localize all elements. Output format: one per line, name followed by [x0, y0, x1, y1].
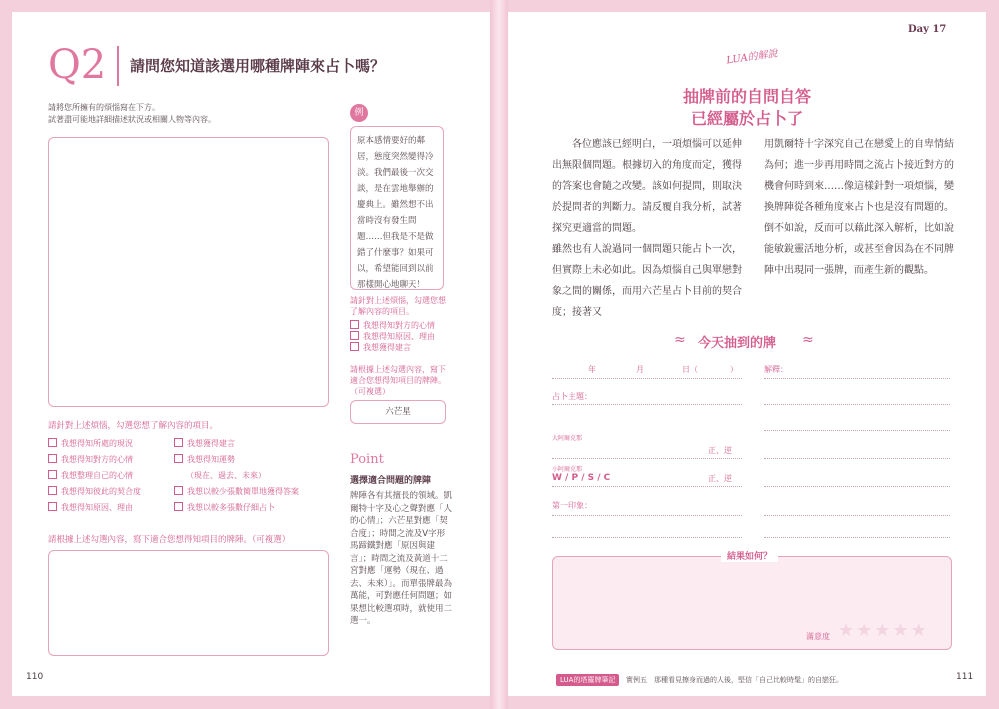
- minor-arcana-label: 小阿爾克那: [552, 466, 583, 473]
- side-check-item[interactable]: 我想得知原因、理由: [350, 331, 435, 342]
- body-column-1: 各位應該已經明白，一項煩惱可以延伸出無限個問題。根據切入的角度而定，獲得的答案也會隨之改變。該如何提問，則取決於提問者的判斷力。請反覆自我分析，試著探究更適當的問題。 雖然也有人說過同一個問題只能占卜一次，但實際上未必如此。因為煩惱自己與單戀對象之間的關係，而用六芒星占卜目前的契合度；接著又: [552, 139, 742, 318]
- checked-box-icon: [350, 342, 359, 351]
- topic-label: 占卜主題：: [552, 392, 592, 401]
- check-item[interactable]: 我想得知運勢: [174, 452, 299, 468]
- check-item-note: （現在、過去、未來）: [186, 471, 266, 480]
- date-line: [552, 378, 742, 379]
- right-swirl-icon: ≈: [802, 332, 814, 348]
- interp-line[interactable]: [764, 486, 950, 487]
- check-item[interactable]: 我想得知原因、理由: [48, 500, 141, 516]
- star-icon[interactable]: ★: [838, 620, 855, 641]
- spread-input-box[interactable]: [48, 550, 329, 656]
- star-icon[interactable]: ★: [892, 620, 909, 641]
- example-badge: 例: [350, 104, 368, 122]
- date-close: ）: [730, 365, 738, 374]
- check-item[interactable]: 我想得知彼此的契合度: [48, 484, 141, 500]
- page-number: 110: [26, 672, 44, 682]
- example-note: 原本感情要好的鄰居，態度突然變得冷淡。我們最後一次交談，是在雲地舉辦的慶典上。雖然想不出當時沒有發生問題……但我是不是做錯了什麼事？如果可以，希望能回到以前那樣開心地聊天！: [350, 126, 444, 290]
- check-column-2: [174, 436, 299, 516]
- question-title: 請問您知道該選用哪種牌陣來占卜嗎？: [130, 57, 386, 75]
- heading-line-2: 已經屬於占卜了: [690, 109, 803, 128]
- left-page: [12, 12, 490, 696]
- check-item[interactable]: 我想獲得建言: [174, 436, 299, 452]
- major-line[interactable]: [552, 458, 742, 459]
- side-answer-box: 六芒星: [350, 400, 446, 424]
- instruction-line-2: 試著盡可能地詳細描述狀況或相關人物等內容。: [48, 115, 216, 124]
- impression-line-1[interactable]: [552, 515, 742, 516]
- result-title: 結果如何？: [721, 549, 778, 562]
- topic-line[interactable]: [552, 404, 742, 405]
- checkbox-icon: [174, 454, 183, 463]
- day-label: Day 17: [908, 24, 947, 35]
- checkbox-icon: [174, 502, 183, 511]
- point-subtitle: 選擇適合問題的牌陣: [350, 476, 432, 486]
- side-question-2: 請根據上述勾選內容，寫下適合您想得知項目的牌陣。（可複選）: [350, 365, 446, 396]
- footer-badge: LUA的塔羅牌筆記: [556, 674, 619, 686]
- checkbox-icon: [174, 438, 183, 447]
- date-month: 月: [636, 365, 644, 374]
- right-page: [508, 12, 986, 696]
- today-title: 今天抽到的牌: [698, 336, 777, 351]
- interp-line[interactable]: [764, 430, 950, 431]
- check-column-1: [48, 436, 141, 516]
- lua-title: LUA的解說: [725, 48, 779, 67]
- check-item[interactable]: 我想得知所處的現況: [48, 436, 141, 452]
- interp-line[interactable]: [764, 537, 950, 538]
- check-prompt: 請針對上述煩惱，勾選您想了解內容的項目。: [48, 421, 219, 431]
- upright-reversed-2: 正、逆: [708, 474, 732, 483]
- checkbox-icon: [48, 470, 57, 479]
- interp-line[interactable]: [764, 404, 950, 405]
- satisfaction-rating[interactable]: [836, 620, 927, 641]
- checked-box-icon: [350, 331, 359, 340]
- major-arcana-label: 大阿爾克那: [552, 435, 583, 442]
- check-item[interactable]: 我想整理自己的心情: [48, 468, 141, 484]
- side-check-list: [350, 320, 435, 353]
- first-impression-label: 第一印象：: [552, 501, 592, 510]
- point-text: 牌陣各有其擅長的領域。凱爾特十字及心之聲對應「人的心情」；六芒星對應「契合度」；時間之流及V字形馬蹄鐵對應「原因與建言」；時間之流及黃道十二宮對應「運勢（現在、過去、未來）」。而單張牌最為萬能，可對應任何問題；如果想比較選項時，就使用二選一。: [350, 491, 453, 626]
- impression-line-2[interactable]: [552, 537, 742, 538]
- checkbox-icon: [48, 486, 57, 495]
- side-check-item[interactable]: 我想得知對方的心情: [350, 320, 435, 331]
- interpretation-label: 解釋：: [764, 365, 788, 374]
- write-prompt: 請根據上述勾選內容，寫下適合您想得知項目的牌陣。（可複選）: [48, 535, 291, 545]
- checkbox-icon: [48, 502, 57, 511]
- page-number: 111: [956, 672, 974, 682]
- divider: [117, 46, 119, 86]
- star-icon[interactable]: ★: [874, 620, 891, 641]
- book-gutter: [490, 0, 508, 709]
- left-swirl-icon: ≈: [674, 332, 686, 348]
- date-year: 年: [588, 365, 596, 374]
- upright-reversed-1: 正、逆: [708, 446, 732, 455]
- instruction-line-1: 請將您所擁有的煩惱寫在下方。: [48, 103, 160, 112]
- star-icon[interactable]: ★: [856, 620, 873, 641]
- suits-label: W / P / S / C: [552, 473, 611, 483]
- star-icon[interactable]: ★: [910, 620, 927, 641]
- interp-line[interactable]: [764, 378, 950, 379]
- checkbox-icon: [48, 438, 57, 447]
- interp-line[interactable]: [764, 515, 950, 516]
- check-item[interactable]: 我想得知對方的心情: [48, 452, 141, 468]
- side-check-item[interactable]: 我想獲得建言: [350, 342, 435, 353]
- checkbox-icon: [174, 486, 183, 495]
- check-item[interactable]: 我想以較多張數仔細占卜: [174, 500, 299, 516]
- question-number: Q2: [48, 42, 107, 88]
- checked-box-icon: [350, 320, 359, 329]
- worry-input-box[interactable]: [48, 137, 329, 407]
- heading-line-1: 抽牌前的自問自答: [682, 87, 811, 106]
- point-title: Point: [350, 452, 384, 467]
- footer-text: 實例五 那種看見擦身而過的人後，堅信「自己比較時髦」的自戀狂。: [626, 676, 843, 684]
- checkbox-icon: [48, 454, 57, 463]
- date-day: 日（: [682, 365, 698, 374]
- check-item[interactable]: 我想以較少張數簡單地獲得答案: [174, 484, 299, 500]
- interp-line[interactable]: [764, 458, 950, 459]
- body-column-2: 用凱爾特十字深究自己在戀愛上的自卑情結為何；進一步再用時間之流占卜接近對方的機會何時到來……像這樣針對一項煩惱，變換牌陣從各種角度來占卜也是沒有問題的。 倒不如說，反而可以藉此深入解析，比如說能敏銳靈活地分析，或甚至會因為在不同牌陣中出現同一張牌，而產生新的觀點。: [764, 139, 954, 276]
- satisfaction-label: 滿意度: [806, 632, 830, 641]
- minor-line[interactable]: [552, 486, 742, 487]
- side-question: 請針對上述煩惱，勾選您想了解內容的項目。: [350, 296, 446, 316]
